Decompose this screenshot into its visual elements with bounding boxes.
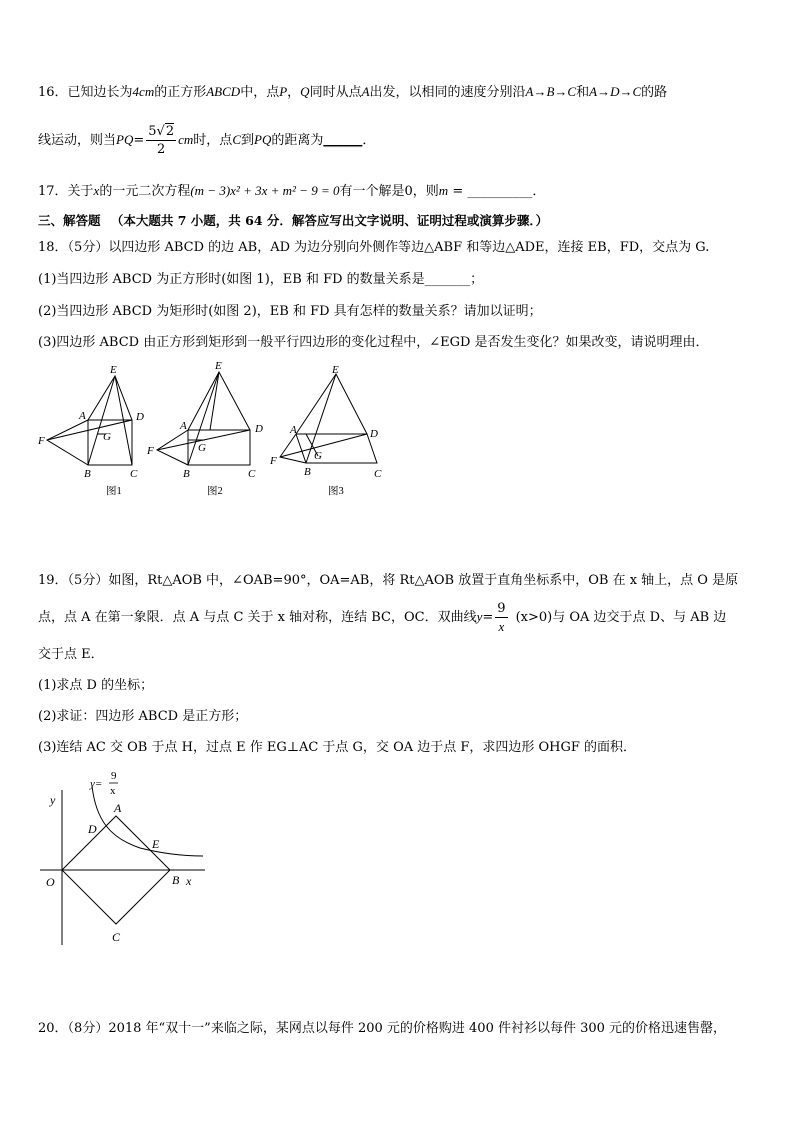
q18-stem: 18．（5分）以四边形 ABCD 的边 AB，AD 为边分别向外侧作等边△ABF 和等边△ADE，连接 EB，FD，交点为 G. xyxy=(38,240,710,255)
q19-equals: = xyxy=(482,610,494,625)
q19-hyperbola xyxy=(92,786,203,856)
q18-f3-label-f: F xyxy=(270,455,277,467)
q18-f2-label-d: D xyxy=(255,423,263,435)
q18-f1-label-f: F xyxy=(38,435,45,447)
q19-line2 xyxy=(38,598,726,637)
q18-f1-label-d: D xyxy=(136,411,144,423)
q18-f1-label-e: E xyxy=(110,364,117,376)
q18-f2-label-c: C xyxy=(248,468,256,480)
q16-text: 线运动，则当 xyxy=(38,133,117,148)
q18-part2: (2)当四边形 ABCD 为矩形时(如图 2)，EB 和 FD 具有怎样的数量关系？请加以证明； xyxy=(38,304,542,319)
q18-f1-label-b: B xyxy=(84,468,91,480)
q18-f3-label-b: B xyxy=(304,466,311,478)
q18-fig3-caption: 图3 xyxy=(328,486,344,497)
q19-line3: 交于点 E． xyxy=(38,647,104,662)
q19-label-y: y xyxy=(50,793,56,807)
q18-part3: (3)四边形 ABCD 由正方形到矩形到一般平行四边形的变化过程中，∠EGD 是否发生变化？如果改变，请说明理由． xyxy=(38,335,709,350)
q16-line2 xyxy=(38,121,375,160)
q16-text: 的距离为 xyxy=(271,133,324,148)
q17-text: 的一元二次方程 xyxy=(99,184,191,199)
q16-path1: A→B→C xyxy=(525,84,577,99)
q18-f1-label-c: C xyxy=(130,468,138,480)
q16-path2: A→D→C xyxy=(589,84,642,99)
q18-fig2-caption: 图2 xyxy=(207,486,223,497)
q16-point-c: C xyxy=(232,132,241,147)
q19-part3: (3)连结 AC 交 OB 于点 H，过点 E 作 EG⊥AC 于点 G，交 OA 边于点 F，求四边形 OHGF 的面积． xyxy=(38,740,637,755)
q17-zero: 0 xyxy=(404,184,413,199)
q18-f2-label-g: G xyxy=(198,442,206,454)
q16-text: ， xyxy=(287,85,301,100)
q17-var-m: m xyxy=(438,183,449,198)
q18-figure3 xyxy=(280,374,377,463)
section3-desc: （本大题共 7 小题，共 64 分．解答应写出文字说明、证明过程或演算步骤．） xyxy=(110,213,549,228)
q19-part1: (1)求点 D 的坐标； xyxy=(38,678,154,693)
q18-f2-label-f: F xyxy=(147,445,154,457)
q17-text: 17．关于 xyxy=(38,184,94,199)
q19-curve-label-den: x xyxy=(110,785,116,797)
q18-figure1 xyxy=(47,376,132,465)
q19-fraction xyxy=(495,600,507,635)
q19-frac-den: x xyxy=(498,619,505,634)
q17-equation: (m − 3)x² + 3x + m² − 9 = 0 xyxy=(190,183,340,198)
q17-answer-blank: = __________． xyxy=(448,184,546,199)
q16-line1 xyxy=(38,84,667,101)
q16-point-q: Q xyxy=(300,84,310,99)
q16-equals: = xyxy=(133,133,145,148)
q19-text: 点，点 A 在第一象限．点 A 与点 C 关于 x 轴对称，连结 BC，OC．双曲线 xyxy=(38,610,477,625)
q17-line xyxy=(38,183,545,200)
q19-label-o: O xyxy=(46,875,55,889)
q17-text: ，则 xyxy=(412,184,439,199)
q18-f3-label-d: D xyxy=(370,428,378,440)
q18-f3-label-c: C xyxy=(374,468,382,480)
q18-f2-label-b: B xyxy=(183,468,190,480)
q18-f3-label-e: E xyxy=(332,364,339,376)
q16-pq: PQ xyxy=(254,132,272,147)
q19-frac-num: 9 xyxy=(497,601,506,616)
q16-frac-num: 5 xyxy=(148,124,157,139)
q16-pq: PQ xyxy=(116,132,134,147)
q17-text: 有一个解是 xyxy=(339,184,405,199)
q19-var-y: y xyxy=(476,609,483,624)
q19-label-a: A xyxy=(114,801,122,815)
q16-text: 出发，以相同的速度分别沿 xyxy=(369,85,526,100)
q19-label-d: D xyxy=(88,822,97,836)
q16-text: 中，点 xyxy=(240,85,280,100)
q16-answer-blank: ______ xyxy=(323,133,363,148)
q17-var-x: x xyxy=(93,183,100,198)
q18-f1-label-a: A xyxy=(79,410,86,422)
q18-part1: (1)当四边形 ABCD 为正方形时(如图 1)，EB 和 FD 的数量关系是_______； xyxy=(38,272,484,287)
q18-f2-label-a: A xyxy=(180,420,187,432)
q19-curve-label: y= xyxy=(90,778,103,790)
q16-frac-den: 2 xyxy=(157,142,166,157)
q16-text: 的正方形 xyxy=(154,85,207,100)
q18-f3-label-g: G xyxy=(314,450,322,462)
q16-text: 同时从点 xyxy=(309,85,362,100)
q19-line1: 19．（5分）如图，Rt△AOB 中，∠OAB=90°，OA=AB，将 Rt△AOB 放置于直角坐标系中，OB 在 x 轴上，点 O 是原 xyxy=(38,573,739,588)
q18-figures xyxy=(0,355,794,505)
q16-square-name: ABCD xyxy=(206,84,241,99)
q16-text: 和 xyxy=(576,85,590,100)
q16-text: ． xyxy=(362,133,376,148)
q19-part2: (2)求证：四边形 ABCD 是正方形； xyxy=(38,709,248,724)
q19-text: (x>0)与 OA 边交于点 D、与 AB 边 xyxy=(515,610,727,625)
q16-unit: cm xyxy=(178,132,194,147)
section3-header xyxy=(38,213,548,229)
q16-frac-root: 2 xyxy=(165,124,175,139)
q16-text: 到 xyxy=(240,133,254,148)
q16-fraction: $\frac{5√2}{2}$ xyxy=(148,124,175,157)
q19-graph xyxy=(0,760,794,950)
q19-label-x: x xyxy=(186,874,192,888)
q16-length: 4cm xyxy=(132,84,155,99)
q16-point-p: P xyxy=(279,84,288,99)
q18-fig1-caption: 图1 xyxy=(106,486,122,497)
q19-label-b: B xyxy=(172,873,180,887)
q16-point-a: A xyxy=(361,84,370,99)
q18-f3-label-a: A xyxy=(290,424,297,436)
q20-line: 20．（8分）2018 年“双十一”来临之际，某网点以每件 200 元的价格购进 400 件衬衫以每件 300 元的价格迅速售罄， xyxy=(38,1021,727,1036)
q18-f2-label-e: E xyxy=(215,360,222,372)
q19-curve-label-num: 9 xyxy=(111,770,117,782)
q16-text: 的路 xyxy=(641,85,668,100)
q16-text: 16．已知边长为 xyxy=(38,85,133,100)
q19-label-e: E xyxy=(152,837,160,851)
section3-title: 三、解答题 xyxy=(38,213,101,228)
q18-f1-label-g: G xyxy=(103,431,111,443)
q19-label-c: C xyxy=(112,930,121,944)
q16-text: 时，点 xyxy=(193,133,233,148)
